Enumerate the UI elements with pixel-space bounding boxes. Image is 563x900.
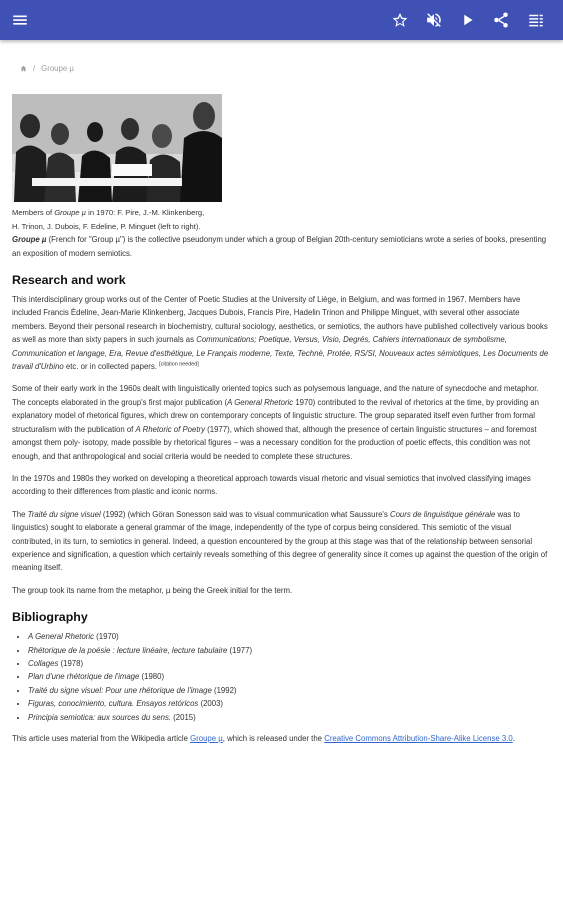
license-link[interactable]: Creative Commons Attribution-Share-Alike License 3.0 — [324, 734, 513, 743]
share-icon — [492, 11, 510, 29]
italic-text: Communications; Poetique, Versus, Visio, Degrés, Cahiers internationaux de symbolisme, Communication et langage, Era, Revue d'esthétique, Le Français moderne, Texte, Technè, Protée, RS/SI, Nouveaux actes sémiotiques, Les Documents de travail d'Urbino — [12, 335, 549, 372]
list-item — [28, 644, 550, 657]
intro-text: (French for "Group µ") is the collective pseudonym under which a group of Belgian 20th-century semioticians wrote a series of books, presenting an exposition of modern semiotics. — [12, 235, 547, 258]
bib-title: Rhétorique de la poésie : lecture linéaire, lecture tabulaire — [28, 645, 228, 655]
text: (1977), which showed that, although the presence of certain linguistic structures – and foremost amongst them poly- isotopy, made possible by rhetorical figures – was a necessary condition for the production of poetic effects, this condition was not enough, and that anthropological and social criteria would be needed to complete these structures. — [12, 424, 537, 461]
text: The — [12, 509, 28, 519]
bib-year: (1970) — [94, 632, 119, 642]
bib-title: Traité du signe visuel: Pour une rhétorique de l'image — [28, 685, 212, 695]
share-button[interactable] — [489, 8, 513, 32]
list-item — [28, 711, 550, 724]
research-paragraph-5: The group took its name from the metaphor, µ being the Greek initial for the term. — [12, 585, 293, 595]
breadcrumb — [20, 62, 550, 75]
caption-text: Members of — [12, 208, 55, 218]
app-bar — [0, 0, 563, 40]
bib-year: (1978) — [58, 658, 84, 668]
list-item — [28, 630, 550, 643]
research-paragraph-3: In the 1970s and 1980s they worked on developing a theoretical approach towards visual rhetoric and visual semiotics that involved classifying images according to their differences from plastic and iconic norms. — [12, 473, 531, 497]
menu-icon — [11, 11, 29, 29]
bibliography-list — [12, 630, 550, 724]
breadcrumb-separator: / — [33, 64, 36, 73]
text: , which is released under the — [222, 734, 325, 743]
mute-button[interactable] — [422, 8, 446, 32]
list-item — [28, 697, 550, 710]
section-heading-research: Research and work — [12, 273, 126, 288]
bib-year: (2015) — [171, 712, 196, 722]
italic-text: A General Rhetoric — [227, 397, 294, 407]
play-icon — [459, 11, 477, 29]
bib-title: Collages — [28, 658, 59, 668]
article-content — [12, 62, 550, 754]
caption-italic: Groupe µ — [54, 208, 87, 218]
research-paragraph-2 — [12, 382, 550, 462]
breadcrumb-current: Groupe µ — [41, 64, 74, 73]
section-heading-bibliography: Bibliography — [12, 610, 88, 625]
group-photo[interactable] — [12, 94, 222, 202]
license-notice — [12, 732, 550, 745]
text: etc. or in collected papers. — [63, 362, 157, 372]
research-paragraph-4 — [12, 508, 550, 575]
list-item — [28, 684, 550, 697]
text: This article uses material from the Wikipedia article — [12, 734, 191, 743]
list-item — [28, 657, 550, 670]
text: This interdisciplinary group works out of the Center of Poetic Studies at the University of Liège, in Belgium, and was formed in 1967. Members have included Francis Édeline, Jean-Marie Klinkenberg, Jacques Dubois, Francis Pire, Hadelin Trinon and Philippe Minguet, with several other associate members. Beyond their personal research in biochemistry, cultural sociology, aesthetics, or semiotics, the authors have published collectively various books as well as more than sixty papers in such journals as — [12, 295, 548, 345]
text: 1970) contributed to the revival of rhetorics at the time, by providing an explanatory model of rhetorical figures, which drew on contemporary concepts of linguistic structure. The group separated itself even further from formal structuralism with the publication of — [12, 397, 539, 434]
bib-title: Figuras, conocimiento, cultura. Ensayos retóricos — [28, 699, 199, 709]
menu-button[interactable] — [8, 8, 32, 32]
figure-caption — [12, 206, 212, 233]
contents-button[interactable] — [524, 8, 548, 32]
bib-title: Principia semiotica: aux sources du sens. — [28, 712, 172, 722]
play-button[interactable] — [456, 8, 480, 32]
text: was to linguistics) sought to elaborate a general grammar of the image, independently of the type of corpus being considered. This semiotic of the visual contributed, in its turn, to semiotics in general. Indeed, a question encountered by the group at this stage was that of the relationship between sensorial experience and signification, a question which certainly reveals something of this degree of generality since it comes up against the question of the origin of meaning itself. — [12, 509, 548, 573]
text: Some of their early work in the 1960s dealt with linguistically oriented topics such as polysemous language, and the nature of synecdoche and metaphor. The concepts elaborated in the group's first major publication ( — [12, 384, 539, 407]
intro-term: Groupe µ — [12, 235, 47, 245]
bib-title: Plan d'une rhétorique de l'image — [28, 672, 140, 682]
bib-year: (1977) — [227, 645, 253, 655]
list-icon — [527, 11, 545, 29]
bib-year: (1980) — [139, 672, 165, 682]
italic-text: Cours de linguistique générale — [389, 509, 496, 519]
list-item — [28, 670, 550, 683]
volume-off-icon — [425, 11, 443, 29]
star-icon — [391, 11, 409, 29]
bookmark-button[interactable] — [388, 8, 412, 32]
citation-needed[interactable]: [citation needed] — [159, 361, 199, 368]
article-link[interactable]: Groupe µ — [190, 734, 223, 743]
text: . — [512, 734, 515, 743]
caption-text: in 1970: F. Pire, J.-M. Klinkenberg, H. Trinon, J. Dubois, F. Edeline, P. Minguet (left to right). — [12, 208, 205, 231]
bib-year: (2003) — [198, 699, 224, 709]
text: (1992) (which Göran Sonesson said was to visual communication what Saussure's — [100, 509, 390, 519]
italic-text: Traité du signe visuel — [27, 509, 101, 519]
research-paragraph-1 — [12, 293, 550, 373]
intro-paragraph — [12, 233, 550, 260]
italic-text: A Rhetoric of Poetry — [135, 424, 205, 434]
bib-year: (1992) — [211, 685, 237, 695]
home-icon[interactable] — [20, 65, 27, 72]
bib-title: A General Rhetoric — [28, 632, 95, 642]
